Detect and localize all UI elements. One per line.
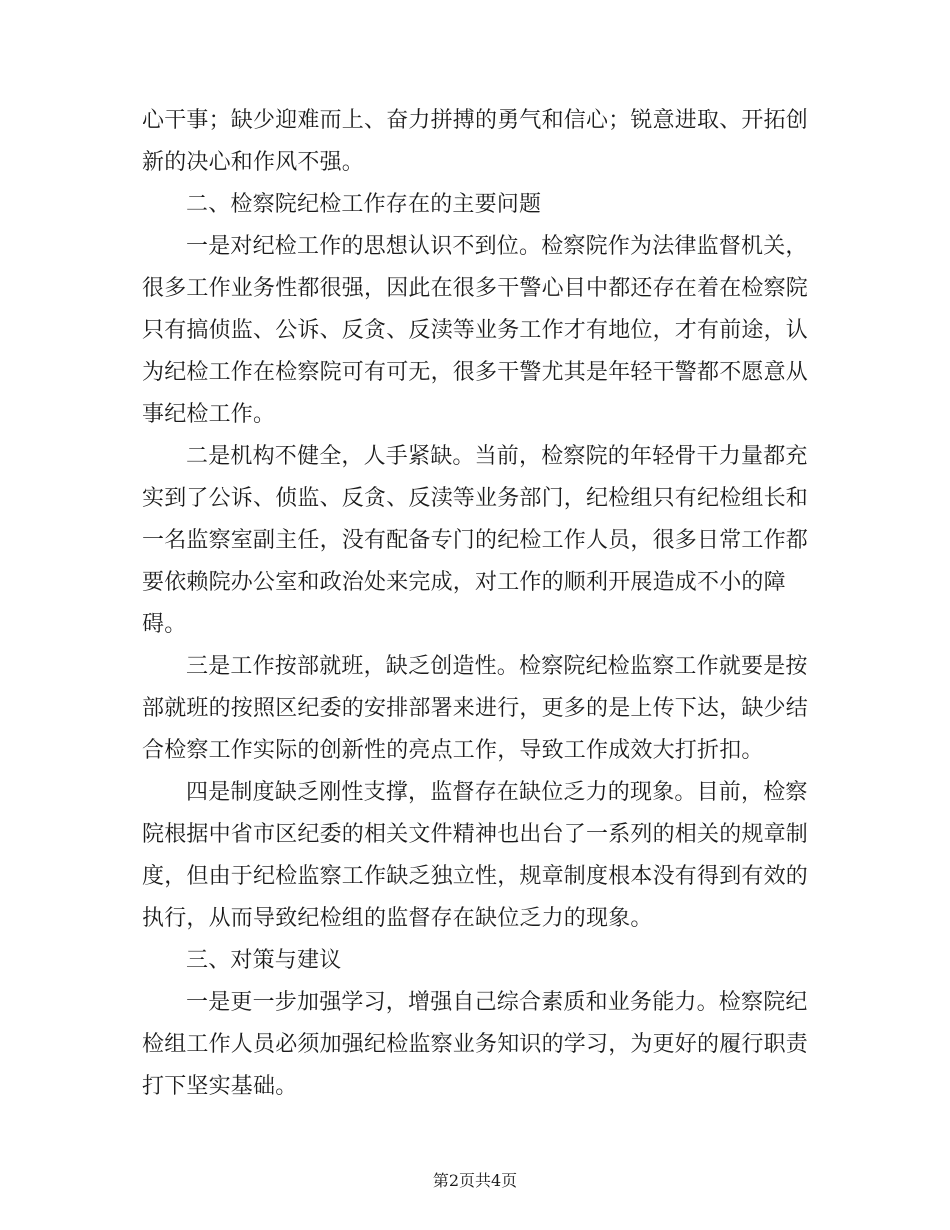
- page-footer: 第2页共4页: [432, 1171, 518, 1190]
- text-line: 为纪检工作在检察院可有可无，很多干警尤其是年轻干警都不愿意从: [142, 360, 809, 385]
- section-heading: 三、对策与建议: [186, 948, 342, 973]
- document-body: [142, 100, 810, 1108]
- paragraph-start-line: 四是制度缺乏刚性支撑，监督存在缺位乏力的现象。目前，检察: [186, 780, 808, 805]
- text-line: 只有搞侦监、公诉、反贪、反渎等业务工作才有地位，才有前途，认: [142, 318, 809, 343]
- paragraph-start-line: 一是对纪检工作的思想认识不到位。检察院作为法律监督机关，: [186, 234, 808, 259]
- paragraph-start-line: 三是工作按部就班，缺乏创造性。检察院纪检监察工作就要是按: [186, 654, 808, 679]
- text-line: 心干事；缺少迎难而上、奋力拼搏的勇气和信心；锐意进取、开拓创: [142, 108, 809, 133]
- text-line: 碍。: [142, 612, 187, 637]
- text-line: 事纪检工作。: [142, 402, 276, 427]
- text-line: 一名监察室副主任，没有配备专门的纪检工作人员，很多日常工作都: [142, 528, 809, 553]
- text-line: 实到了公诉、侦监、反贪、反渎等业务部门，纪检组只有纪检组长和: [142, 486, 809, 511]
- paragraph-start-line: 二是机构不健全，人手紧缺。当前，检察院的年轻骨干力量都充: [186, 444, 808, 469]
- text-line: 检组工作人员必须加强纪检监察业务知识的学习，为更好的履行职责: [142, 1032, 809, 1057]
- paragraph-start-line: 一是更一步加强学习，增强自己综合素质和业务能力。检察院纪: [186, 990, 808, 1015]
- text-line: 打下坚实基础。: [142, 1074, 298, 1099]
- text-line: 很多工作业务性都很强，因此在很多干警心目中都还存在着在检察院: [142, 276, 809, 301]
- text-line: 合检察工作实际的创新性的亮点工作，导致工作成效大打折扣。: [142, 738, 764, 763]
- text-line: 度，但由于纪检监察工作缺乏独立性，规章制度根本没有得到有效的: [142, 864, 809, 889]
- text-line: 新的决心和作风不强。: [142, 150, 365, 175]
- text-line: 执行，从而导致纪检组的监督存在缺位乏力的现象。: [142, 906, 653, 931]
- text-line: 要依赖院办公室和政治处来完成，对工作的顺利开展造成不小的障: [142, 570, 786, 595]
- text-line: 部就班的按照区纪委的安排部署来进行，更多的是上传下达，缺少结: [142, 696, 809, 721]
- section-heading: 二、检察院纪检工作存在的主要问题: [186, 192, 542, 217]
- text-line: 院根据中省市区纪委的相关文件精神也出台了一系列的相关的规章制: [142, 822, 809, 847]
